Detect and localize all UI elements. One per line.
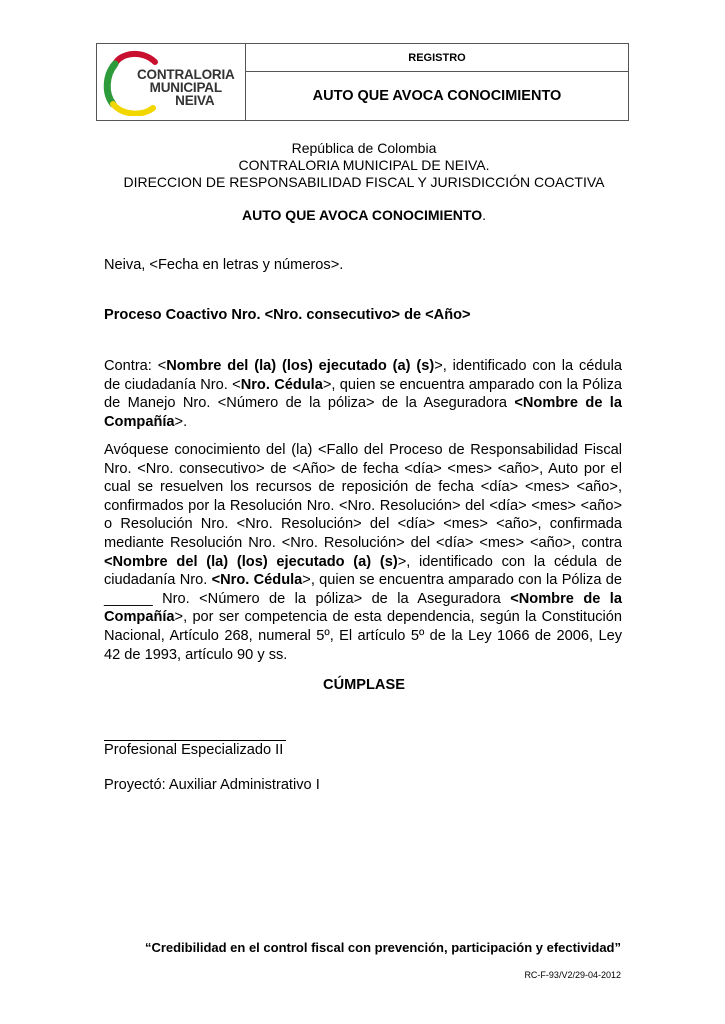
document-header-table xyxy=(96,43,629,121)
text-run: Contra: < xyxy=(104,358,167,374)
document-title-period: . xyxy=(482,207,486,223)
contra-paragraph xyxy=(104,357,622,431)
direction-line: DIRECCION DE RESPONSABILIDAD FISCAL Y JURISDICCIÓN COACTIVA xyxy=(123,174,605,190)
text-run-bold: Nro. Cédula xyxy=(240,376,323,393)
projected-by: Proyectó: Auxiliar Administrativo I xyxy=(104,777,320,793)
avoquese-paragraph xyxy=(104,441,622,664)
place-date: Neiva, <Fecha en letras y números>. xyxy=(104,257,344,273)
text-run: >, quien se encuentra amparado con la Póliza de ______ Nro. <Número de la póliza> de la Aseguradora xyxy=(104,572,622,607)
entity-line: CONTRALORIA MUNICIPAL DE NEIVA. xyxy=(238,157,490,173)
registro-label: REGISTRO xyxy=(246,44,628,72)
document-title xyxy=(100,207,628,223)
process-line: Proceso Coactivo Nro. <Nro. consecutivo> de <Año> xyxy=(104,307,471,323)
text-run-bold: <Nombre de la Compañía xyxy=(104,590,622,626)
text-run-bold: <Nombre de la Compañía xyxy=(104,395,622,430)
text-run: >. xyxy=(174,413,188,430)
signer-title: Profesional Especializado II xyxy=(104,742,284,758)
cumplase-heading: CÚMPLASE xyxy=(323,677,405,693)
text-run: >, identificado con la cédula de ciudadanía Nro. < xyxy=(104,358,623,393)
text-run-bold: <Nro. Cédula xyxy=(211,572,303,589)
text-run: >, por ser competencia de esta dependencia, según la Constitución Nacional, Artículo 268, numeral 5º, El artículo 5º de la Ley 1066 de 2006, Ley 42 de 1993, artículo 90 y ss. xyxy=(104,609,622,663)
text-run: >, identificado con la cédula de ciudadanía Nro. xyxy=(104,553,622,589)
logo-wordmark xyxy=(137,68,235,107)
text-run: >, quien se encuentra amparado con la Póliza de Manejo Nro. <Número de la póliza> de la Aseguradora xyxy=(104,376,622,412)
form-code: RC-F-93/V2/29-04-2012 xyxy=(524,970,621,980)
logo-line-1: CONTRALORIA xyxy=(137,67,235,82)
logo-line-2: MUNICIPAL xyxy=(149,80,222,95)
form-title: AUTO QUE AVOCA CONOCIMIENTO xyxy=(312,88,562,104)
document-title-text: AUTO QUE AVOCA CONOCIMIENTO xyxy=(242,207,483,223)
text-run: Avóquese conocimiento del (la) <Fallo del Proceso de Responsabilidad Fiscal Nro. <Nro. consecutivo> de <Año> de fecha <día> <mes> <año>, Auto por el cual se resuelven los recursos de reposición de fecha <día> <mes> <año>, confirmados por la Resolución Nro. <Nro. Resolución> del <día> <mes> <año> o Resolución Nro. <Nro. Resolución> del <día> <mes> <año>, confirmada mediante Resolución Nro. <Nro. Resolución> del <día> <mes> <año>, contra xyxy=(104,442,622,551)
footer-motto: “Credibilidad en el control fiscal con prevención, participación y efectividad” xyxy=(144,940,621,955)
text-run-bold: Nombre del (la) (los) ejecutado (a) (s) xyxy=(166,358,435,374)
text-run-bold: <Nombre del (la) (los) ejecutado (a) (s) xyxy=(104,553,398,570)
logo-line-3: NEIVA xyxy=(175,93,215,108)
logo-cell xyxy=(97,44,246,120)
signature-line xyxy=(104,740,286,741)
country-line: República de Colombia xyxy=(291,140,437,156)
header-right-cell xyxy=(246,44,628,120)
